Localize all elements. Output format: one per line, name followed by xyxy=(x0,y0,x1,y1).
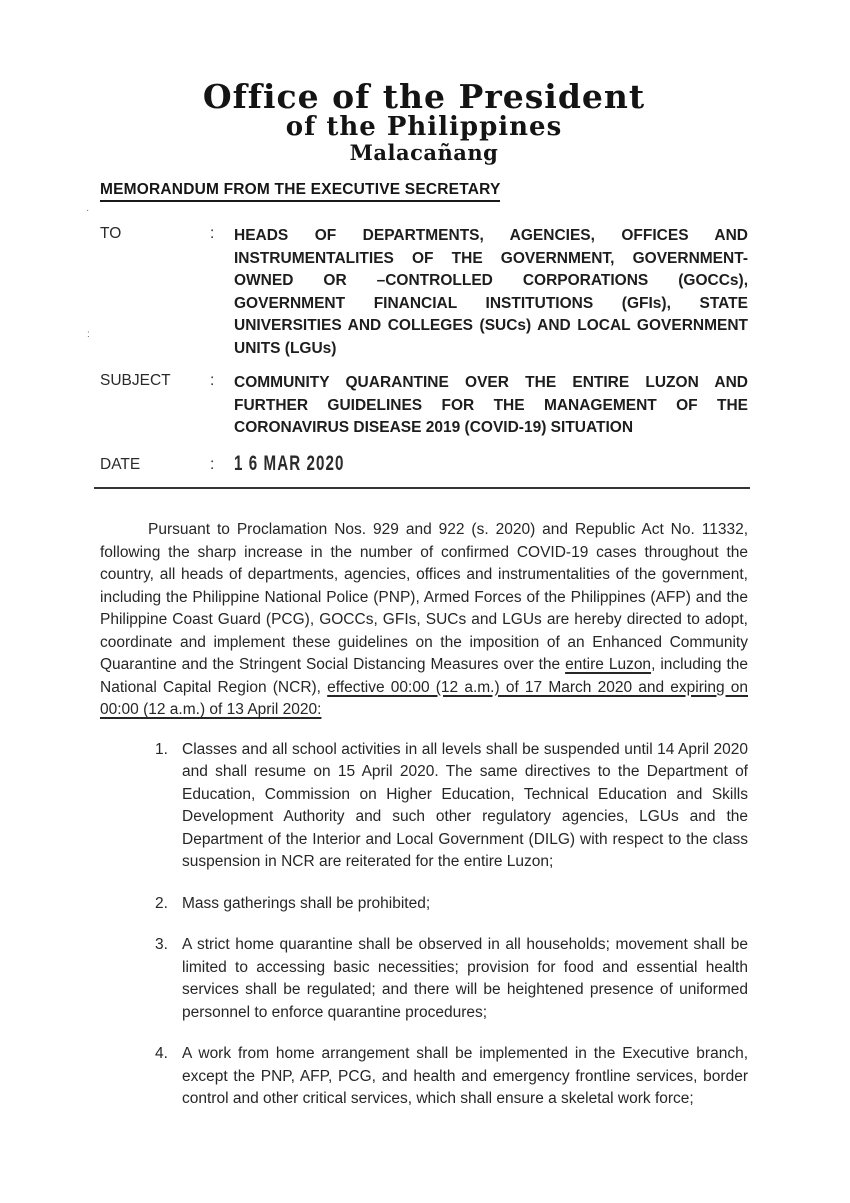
body-text: Pursuant to Proclamation Nos. 929 and 922 (s. 2020) and Republic Act No. 11332, following the sharp increase in the number of confirmed COVID-19 cases throughout the country, all heads of departments, agencies, offices and instrumentalities of the government, including the Philippine National Police (PNP), Armed Forces of the Philippines (AFP) and the Philippine Coast Guard (PCG), GOCCs, GFIs, SUCs and LGUs are hereby directed to adopt, coordinate and implement these guidelines on the imposition of an Enhanced Community Quarantine and the Stringent Social Distancing Measures over the xyxy=(100,521,748,673)
letterhead-line-3: Malacañang xyxy=(349,140,499,165)
underlined-text: effective 00:00 (12 a.m.) of 17 March 2020 and expiring on 00:00 (12 a.m.) of 13 April 2020: xyxy=(100,678,748,718)
memo-fields xyxy=(100,225,748,480)
scan-artifact: : xyxy=(87,329,90,340)
field-date-separator: : xyxy=(210,455,215,473)
memo-heading-text: MEMORANDUM FROM THE EXECUTIVE SECRETARY xyxy=(100,181,500,202)
directive-item xyxy=(155,934,748,1024)
directive-number: 4. xyxy=(155,1045,168,1062)
memo-heading xyxy=(100,181,748,202)
letterhead xyxy=(100,77,748,165)
field-date xyxy=(100,451,748,481)
letterhead-line-1: Office of the President xyxy=(202,77,646,116)
scan-artifact: · xyxy=(86,205,90,216)
directive-number: 2. xyxy=(155,894,168,912)
body-text: , including the National Capital Region (NCR), xyxy=(100,656,749,696)
opening-paragraph xyxy=(100,519,748,722)
letterhead-line-2: of the Philippines xyxy=(285,112,563,142)
directive-item xyxy=(155,893,748,916)
directive-number: 3. xyxy=(155,936,168,953)
directive-item xyxy=(155,1043,748,1111)
field-subject-separator: : xyxy=(210,372,215,389)
directive-text: A work from home arrangement shall be implemented in the Executive branch, except the PNP, AFP, PCG, and health and emergency frontline services, border control and other critical services, which shall ensure a skeletal work force; xyxy=(182,1045,748,1107)
directive-number: 1. xyxy=(155,740,168,758)
field-to-label: TO xyxy=(100,225,122,242)
directive-text: Classes and all school activities in all levels shall be suspended until 14 April 2020 and shall resume on 15 April 2020. The same directives to the Department of Education, Commission on Higher Education, Technical Education and Skills Development Authority and such other regulatory agencies, LGUs and the Department of the Interior and Local Government (DILG) with respect to the class suspension in NCR are reiterated for the entire Luzon; xyxy=(182,740,748,870)
field-subject-label: SUBJECT xyxy=(100,372,171,389)
directive-item xyxy=(155,739,748,874)
field-subject-value: COMMUNITY QUARANTINE OVER THE ENTIRE LUZON AND FURTHER GUIDELINES FOR THE MANAGEMENT OF THE CORONAVIRUS DISEASE 2019 (COVID-19) SITUATION xyxy=(234,374,748,436)
underlined-text: entire Luzon xyxy=(565,656,652,673)
field-to-separator: : xyxy=(210,225,215,242)
header-divider xyxy=(94,487,750,489)
date-stamp: 1 6 MAR 2020 xyxy=(234,451,345,475)
field-date-label: DATE xyxy=(100,455,141,473)
directive-text: A strict home quarantine shall be observed in all households; movement shall be limited to accessing basic necessities; provision for food and essential health services shall be regulated; and there will be heightened presence of uniformed personnel to enforce quarantine procedures; xyxy=(182,936,748,1021)
field-subject xyxy=(100,372,748,440)
directives-list xyxy=(100,739,748,1111)
field-to xyxy=(100,225,748,360)
field-to-value: HEADS OF DEPARTMENTS, AGENCIES, OFFICES AND INSTRUMENTALITIES OF THE GOVERNMENT, GOVERNMENT-OWNED OR –CONTROLLED CORPORATIONS (GOCCs), GOVERNMENT FINANCIAL INSTITUTIONS (GFIs), STATE UNIVERSITIES AND COLLEGES (SUCs) AND LOCAL GOVERNMENT UNITS (LGUs) xyxy=(234,227,748,357)
directive-text: Mass gatherings shall be prohibited; xyxy=(182,894,431,912)
